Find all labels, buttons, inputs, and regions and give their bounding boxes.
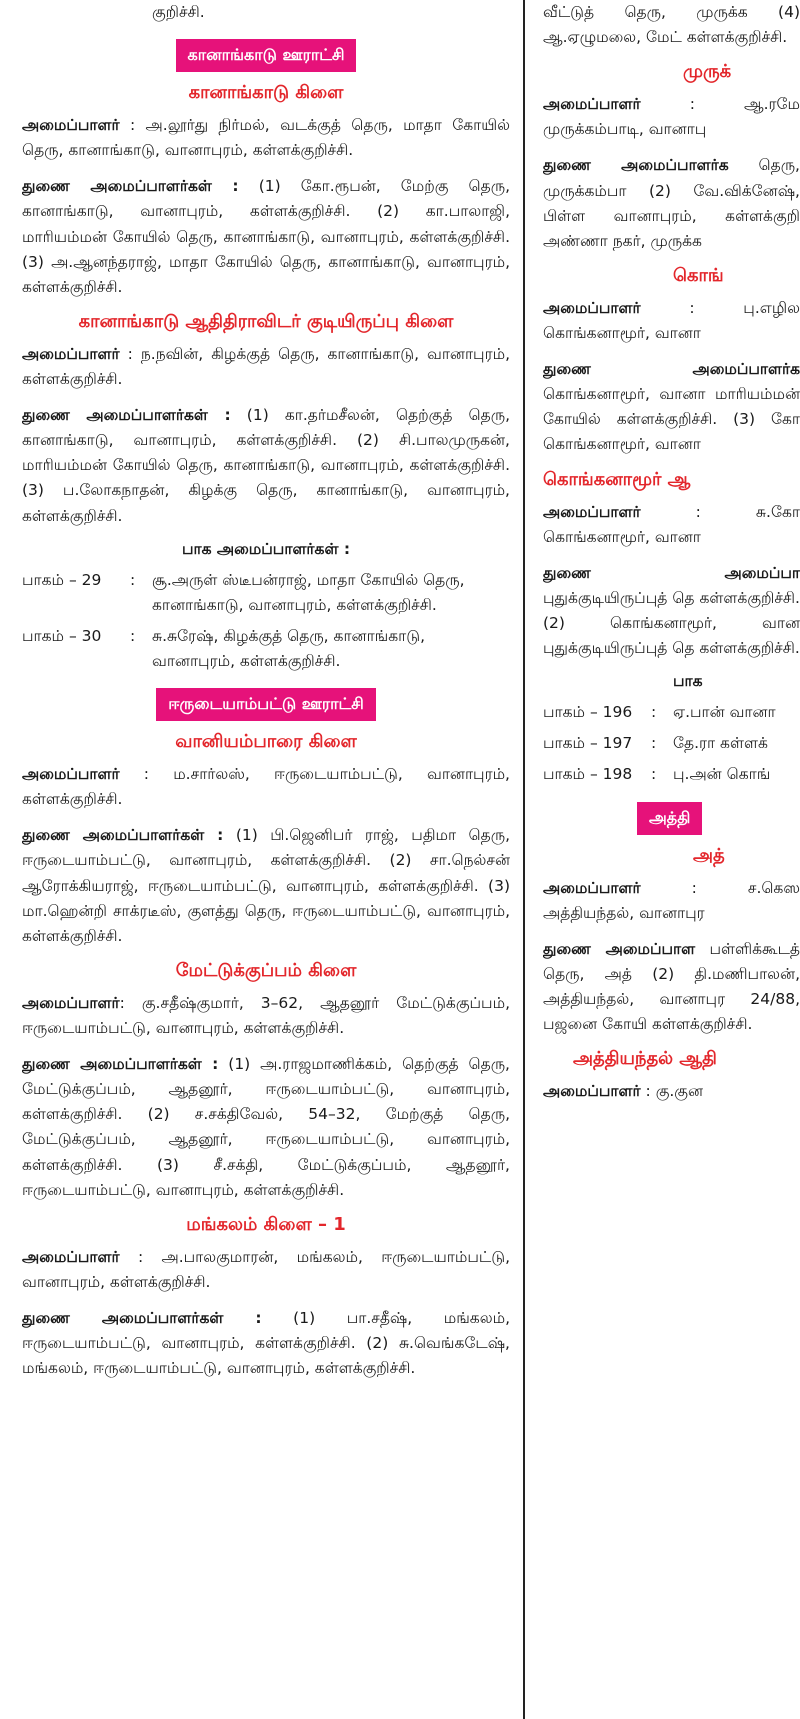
- organiser-entry: [22, 762, 510, 812]
- booth-row: [22, 568, 510, 618]
- booth-organisers-heading: பாக அமைப்பாளர்கள் :: [181, 539, 351, 558]
- deputies-label: துணை அமைப்பாளர்கள் :: [22, 1308, 262, 1327]
- organiser-entry: [543, 296, 800, 346]
- organiser-entry: [543, 500, 800, 550]
- organiser-label: அமைப்பாளர்: [22, 993, 120, 1012]
- organiser-details: : ந.நவின், கிழக்குத் தெரு, கானாங்காடு, வானாபுரம், கள்ளக்குறிச்சி.: [22, 344, 510, 388]
- organiser-label: அமைப்பாளர்: [22, 344, 120, 363]
- deputies-details: (1) பி.ஜெனிபர் ராஜ், பதிமா தெரு, ஈருடையாம்பட்டு, வானாபுரம், கள்ளக்குறிச்சி. (2) சா.நெல்சன் ஆரோக்கியராஜ், ஈருடையாம்பட்டு, வானாபுரம், கள்ளக்குறிச்சி. (3) மா.ஹென்றி சாக்ரடீஸ், குளத்து தெரு, ஈருடையாம்பட்டு, வானாபுரம், கள்ளக்குறிச்சி.: [22, 826, 510, 945]
- organiser-label: அமைப்பாளர்: [543, 1082, 641, 1101]
- booth-organiser: ஏ.பான் வானா: [673, 703, 776, 722]
- deputies-entry: [22, 823, 510, 949]
- organiser-details: : ஆ.ரமே முருக்கம்பாடி, வானாபு: [543, 95, 800, 139]
- booth-number: பாகம் – 197: [543, 734, 633, 753]
- branch-title: கொங்கனாமூர் ஆ: [543, 468, 691, 490]
- organiser-details: : சு.கோ கொங்கனாமூர், வானா: [543, 502, 800, 546]
- branch-title: கானாங்காடு கிளை: [188, 82, 344, 104]
- deputies-details: (1) பா.சதீஷ், மங்கலம், ஈருடையாம்பட்டு, வானாபுரம், கள்ளக்குறிச்சி. (2) சு.வெங்கடேஷ், மங்கலம், ஈருடையாம்பட்டு, வானாபுரம், கள்ளக்குறிச்சி.: [22, 1308, 510, 1378]
- branch-title: முருக்: [683, 61, 732, 83]
- branch-title: வானியம்பாரை கிளை: [175, 731, 357, 753]
- organiser-details: : பு.எழில கொங்கனாமூர், வானா: [543, 298, 800, 342]
- organiser-label: அமைப்பாளர்: [543, 878, 641, 897]
- organiser-entry: [543, 1079, 800, 1104]
- organiser-entry: [22, 991, 510, 1041]
- deputies-label: துணை அமைப்பாளர்கள் :: [22, 177, 239, 196]
- deputies-label: துணை அமைப்பாளர்க: [543, 156, 729, 175]
- panchayat-heading: ஈருடையாம்பட்டு ஊராட்சி: [156, 688, 375, 721]
- booth-organiser: சூ.அருள் ஸ்டீபன்ராஜ், மாதா கோயில் தெரு, கானாங்காடு, வானாபுரம், கள்ளக்குறிச்சி.: [152, 570, 465, 614]
- booth-row: [543, 700, 800, 725]
- branch-title: கானாங்காடு ஆதிதிராவிடர் குடியிருப்பு கிளை: [78, 310, 454, 332]
- organiser-details: : ச.கெஸ அத்தியந்தல், வானாபுர: [543, 878, 800, 922]
- deputies-label: துணை அமைப்பாளர்கள் :: [22, 1055, 219, 1074]
- branch-title: மங்கலம் கிளை – 1: [186, 1213, 346, 1235]
- deputies-details: (1) அ.ராஜமாணிக்கம், தெற்குத் தெரு, மேட்டுக்குப்பம், ஆதனூர், ஈருடையாம்பட்டு, வானாபுரம், கள்ளக்குறிச்சி. (2) ச.சக்திவேல், 54–32, மேற்குத் தெரு, மேட்டுக்குப்பம், ஆதனூர், ஈருடையாம்பட்டு, வானாபுரம், கள்ளக்குறிச்சி. (3) சீ.சக்தி, மேட்டுக்குப்பம், ஆதனூர், ஈருடையாம்பட்டு, வானாபுரம், கள்ளக்குறிச்சி.: [22, 1055, 510, 1199]
- booth-organiser: தே.ரா கள்ளக்: [673, 734, 768, 753]
- organiser-label: அமைப்பாளர்: [543, 502, 641, 521]
- column-divider: [523, 0, 525, 1719]
- continued-text: குறிச்சி.: [152, 3, 205, 21]
- booth-row: [543, 762, 800, 787]
- booth-number: பாகம் – 30: [22, 626, 102, 645]
- booth-separator: :: [130, 570, 136, 589]
- branch-title: கொங்: [673, 264, 724, 286]
- organiser-details: : கு.குன: [640, 1082, 704, 1101]
- deputies-entry: [543, 153, 800, 253]
- deputies-entry: [543, 561, 800, 661]
- organiser-entry: [543, 876, 800, 926]
- booth-number: பாகம் – 29: [22, 570, 102, 589]
- panchayat-heading: அத்தி: [637, 802, 702, 835]
- deputies-entry: [22, 174, 510, 300]
- organiser-label: அமைப்பாளர்: [22, 765, 120, 784]
- organiser-label: அமைப்பாளர்: [22, 116, 120, 135]
- left-column: [22, 0, 510, 1719]
- continued-text: வீட்டுத் தெரு, முருக்க (4) ஆ.ஏழுமலை, மேட் கள்ளக்குறிச்சி.: [543, 3, 800, 47]
- deputies-details: கொங்கனாமூர், வானா மாரியம்மன் கோயில் கள்ளக்குறிச்சி. (3) கோ கொங்கனாமூர், வானா: [543, 385, 800, 454]
- organiser-entry: [543, 92, 800, 142]
- right-column: [543, 0, 800, 1719]
- deputies-entry: [543, 937, 800, 1037]
- organiser-details: : அ.பாலகுமாரன், மங்கலம், ஈருடையாம்பட்டு, வானாபுரம், கள்ளக்குறிச்சி.: [22, 1247, 510, 1291]
- organiser-label: அமைப்பாளர்: [543, 95, 641, 114]
- booth-separator: :: [130, 626, 136, 645]
- organiser-label: அமைப்பாளர்: [543, 298, 641, 317]
- branch-title: மேட்டுக்குப்பம் கிளை: [175, 959, 357, 981]
- deputies-details: (1) கோ.ரூபன், மேற்கு தெரு, கானாங்காடு, வானாபுரம், கள்ளக்குறிச்சி. (2) கா.பாலாஜி, மாரியம்மன் கோயில் தெரு, கானாங்காடு, வானாபுரம், கள்ளக்குறிச்சி. (3) அ.ஆனந்தராஜ், மாதா கோயில் தெரு, கானாங்காடு, வானாபுரம், கள்ளக்குறிச்சி.: [22, 177, 510, 296]
- deputies-details: தெரு, முருக்கம்பா (2) வே.விக்னேஷ், பிள்ள வானாபுரம், கள்ளக்குறி அண்ணா நகர், முருக்க: [543, 156, 800, 250]
- booth-row: [543, 731, 800, 756]
- booth-organiser: சு.சுரேஷ், கிழக்குத் தெரு, கானாங்காடு, வானாபுரம், கள்ளக்குறிச்சி.: [152, 626, 426, 670]
- panchayat-heading: கானாங்காடு ஊராட்சி: [176, 39, 357, 72]
- organiser-label: அமைப்பாளர்: [22, 1247, 120, 1266]
- deputies-entry: [22, 403, 510, 529]
- deputies-label: துணை அமைப்பாளர்கள் :: [22, 826, 224, 845]
- booth-separator: :: [651, 765, 657, 784]
- organiser-entry: [22, 1245, 510, 1295]
- booth-row: [22, 624, 510, 674]
- deputies-entry: [22, 1052, 510, 1203]
- deputies-details: (1) கா.தர்மசீலன், தெற்குத் தெரு, கானாங்காடு, வானாபுரம், கள்ளக்குறிச்சி. (2) சி.பாலமுருகன், மாரியம்மன் கோயில் தெரு, கானாங்காடு, வானாபுரம், கள்ளக்குறிச்சி. (3) ப.லோகநாதன், கிழக்கு தெரு, கானாங்காடு, வானாபுரம், கள்ளக்குறிச்சி.: [22, 406, 510, 525]
- deputies-entry: [543, 357, 800, 457]
- branch-title: அத்: [693, 844, 725, 866]
- deputies-label: துணை அமைப்பாளர்க: [543, 360, 800, 379]
- organiser-entry: [22, 342, 510, 392]
- deputies-label: துணை அமைப்பா: [543, 563, 800, 582]
- organiser-details: : அ.லூர்து நிர்மல், வடக்குத் தெரு, மாதா கோயில் தெரு, கானாங்காடு, வானாபுரம், கள்ளக்குறிச்சி.: [22, 116, 510, 160]
- booth-number: பாகம் – 196: [543, 703, 633, 722]
- deputies-label: துணை அமைப்பாளர்கள் :: [22, 406, 231, 425]
- booth-organisers-heading: பாக: [673, 672, 703, 691]
- booth-number: பாகம் – 198: [543, 765, 633, 784]
- branch-title: அத்தியந்தல் ஆதி: [573, 1048, 717, 1070]
- deputies-details: புதுக்குடியிருப்புத் தெ கள்ளக்குறிச்சி. (2) கொங்கனாமூர், வான புதுக்குடியிருப்புத் தெ கள்ளக்குறிச்சி.: [543, 588, 800, 658]
- organiser-details: : கு.சதீஷ்குமார், 3–62, ஆதனூர் மேட்டுக்குப்பம், ஈருடையாம்பட்டு, வானாபுரம், கள்ளக்குறிச்சி.: [22, 993, 510, 1037]
- deputies-details: பள்ளிக்கூடத் தெரு, அத் (2) தி.மணிபாலன், அத்தியந்தல், வானாபுர 24/88, பஜனை கோயி கள்ளக்குறிச்சி.: [543, 939, 800, 1034]
- organiser-details: : ம.சார்லஸ், ஈருடையாம்பட்டு, வானாபுரம், கள்ளக்குறிச்சி.: [22, 765, 510, 809]
- deputies-label: துணை அமைப்பாள: [543, 939, 696, 958]
- deputies-entry: [22, 1306, 510, 1381]
- booth-separator: :: [651, 734, 657, 753]
- booth-organiser: பு.அன் கொங்: [673, 765, 771, 784]
- organiser-entry: [22, 113, 510, 163]
- booth-separator: :: [651, 703, 657, 722]
